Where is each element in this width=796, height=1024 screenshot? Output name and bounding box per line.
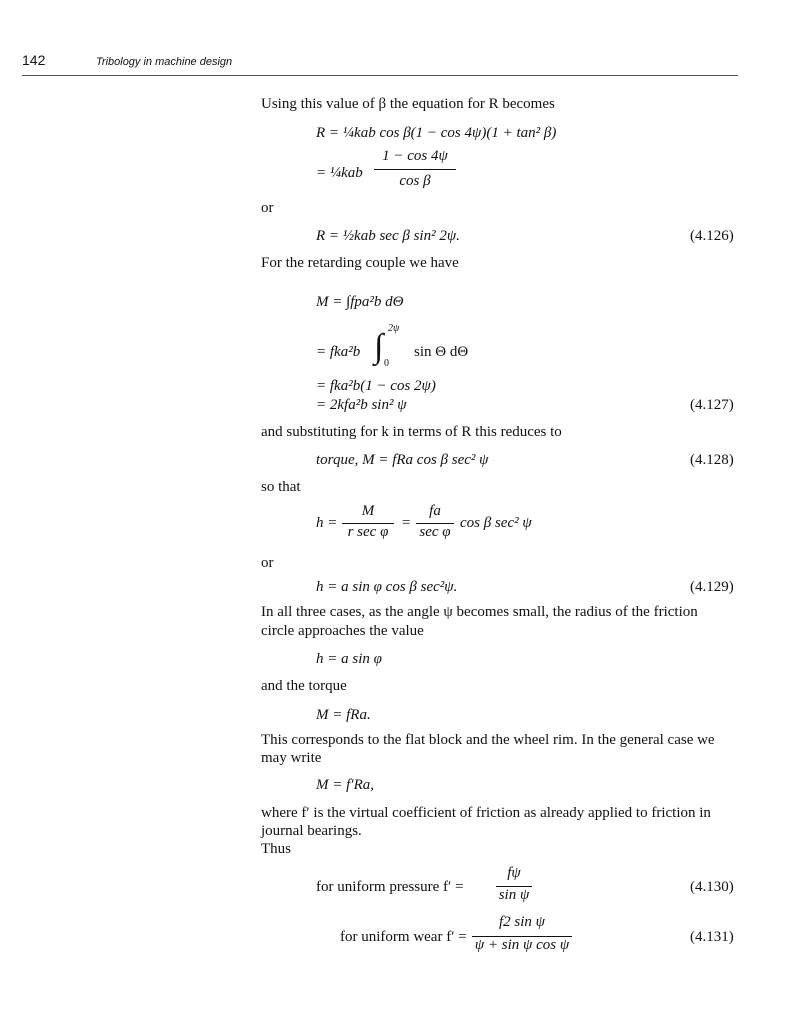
integral-moment: M = ∫fpa²b dΘ: [316, 294, 404, 310]
thus-text: Thus: [261, 841, 291, 857]
torque-text: and the torque: [261, 678, 347, 694]
equation-4-130-denominator: sin ψ: [498, 887, 530, 903]
equation-number-4-128: (4.128): [690, 452, 734, 468]
integral-sign-icon: ∫: [374, 328, 384, 365]
equation-4-126: R = ½kab sec β sin² 2ψ.: [316, 228, 460, 244]
or-text: or: [261, 200, 274, 216]
equation-number-4-130: (4.130): [690, 879, 734, 895]
or-text: or: [261, 555, 274, 571]
equation-4-131-denominator: ψ + sin ψ cos ψ: [474, 937, 570, 953]
equation-r-fraction-prefix: = ¼kab: [316, 165, 363, 181]
paragraph-line: journal bearings.: [261, 823, 362, 839]
equation-number-4-126: (4.126): [690, 228, 734, 244]
so-that-text: so that: [261, 479, 301, 495]
equation-4-131-label: for uniform wear f′ =: [340, 929, 467, 945]
equation-4-131-numerator: f2 sin ψ: [499, 914, 545, 930]
header-rule: [22, 75, 738, 76]
equation-number-4-131: (4.131): [690, 929, 734, 945]
substituting-text: and substituting for k in terms of R this reduces to: [261, 424, 562, 440]
fraction-bar: [374, 169, 456, 170]
h-fraction2-denominator: sec φ: [419, 524, 451, 540]
m-limit-equation: M = fRa.: [316, 707, 371, 723]
h-equals-sign: =: [402, 515, 411, 531]
running-title: Tribology in machine design: [96, 56, 233, 68]
h-fraction1-denominator: r sec φ: [347, 524, 389, 540]
retarding-couple-text: For the retarding couple we have: [261, 255, 459, 271]
h-equation-prefix: h =: [316, 515, 338, 531]
h-equation-tail: cos β sec² ψ: [460, 515, 532, 531]
paragraph-line: In all three cases, as the angle ψ becomes small, the radius of the friction: [261, 604, 698, 620]
paragraph-line: may write: [261, 750, 322, 766]
equation-r-expanded: R = ¼kab cos β(1 − cos 4ψ)(1 + tan² β): [316, 125, 557, 141]
paragraph-line: where f′ is the virtual coefficient of friction as already applied to friction in: [261, 805, 711, 821]
h-fraction1-numerator: M: [361, 503, 375, 519]
h-fraction2-numerator: fa: [429, 503, 441, 519]
paragraph-line: circle approaches the value: [261, 623, 424, 639]
equation-4-129: h = a sin φ cos β sec²ψ.: [316, 579, 458, 595]
integral-definite-body: sin Θ dΘ: [414, 344, 469, 360]
equation-4-128: torque, M = fRa cos β sec² ψ: [316, 452, 489, 468]
equation-number-4-127: (4.127): [690, 397, 734, 413]
equation-4-130-numerator: fψ: [507, 865, 521, 881]
equation-4-127-line1: = fka²b(1 − cos 2ψ): [316, 378, 436, 394]
intro-text: Using this value of β the equation for R becomes: [261, 96, 555, 112]
equation-r-fraction-numerator: 1 − cos 4ψ: [382, 148, 448, 164]
equation-4-130-label: for uniform pressure f′ =: [316, 879, 464, 895]
equation-4-127-line2: = 2kfa²b sin² ψ: [316, 397, 407, 413]
equation-r-fraction-denominator: cos β: [399, 173, 431, 189]
integral-definite-prefix: = fka²b: [316, 344, 361, 360]
h-limit-equation: h = a sin φ: [316, 651, 382, 667]
equation-number-4-129: (4.129): [690, 579, 734, 595]
paragraph-line: This corresponds to the flat block and the wheel rim. In the general case we: [261, 732, 715, 748]
page-number: 142: [22, 52, 46, 68]
integral-lower-limit: 0: [384, 358, 389, 369]
m-virtual-equation: M = f′Ra,: [316, 777, 374, 793]
integral-upper-limit: 2ψ: [388, 323, 400, 334]
